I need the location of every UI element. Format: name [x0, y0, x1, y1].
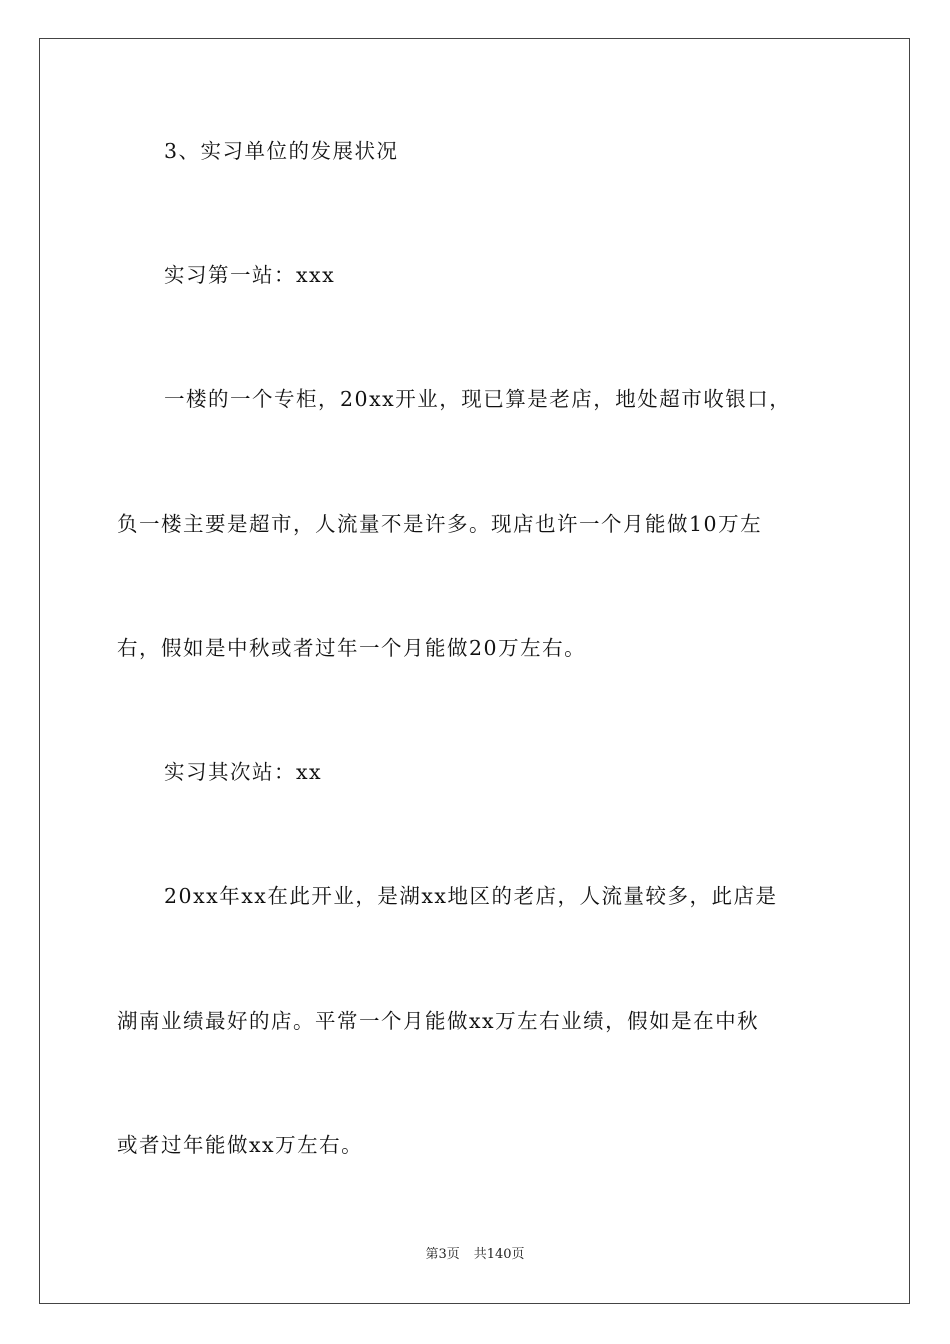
paragraph-1-line-3: 右，假如是中秋或者过年一个月能做20万左右。 [117, 636, 587, 660]
paragraph-2-line-1: 20xx年xx在此开业，是湖xx地区的老店，人流量较多，此店是 [164, 884, 778, 908]
page-border [39, 38, 910, 1304]
paragraph-2-line-2: 湖南业绩最好的店。平常一个月能做xx万左右业绩，假如是在中秋 [117, 1009, 760, 1033]
page-total: 共140页 [473, 1247, 525, 1262]
paragraph-1-line-2: 负一楼主要是超市，人流量不是许多。现店也许一个月能做10万左 [117, 512, 763, 536]
section-heading: 3、实习单位的发展状况 [164, 139, 399, 163]
page-footer [0, 1246, 950, 1264]
paragraph-1-line-1: 一楼的一个专柜，20xx开业，现已算是老店，地处超市收银口， [164, 387, 792, 411]
station-2-title: 实习其次站：xx [164, 760, 323, 784]
page-number: 第3页 [425, 1247, 460, 1262]
station-1-title: 实习第一站：xxx [164, 263, 336, 287]
paragraph-2-line-3: 或者过年能做xx万左右。 [117, 1133, 364, 1157]
